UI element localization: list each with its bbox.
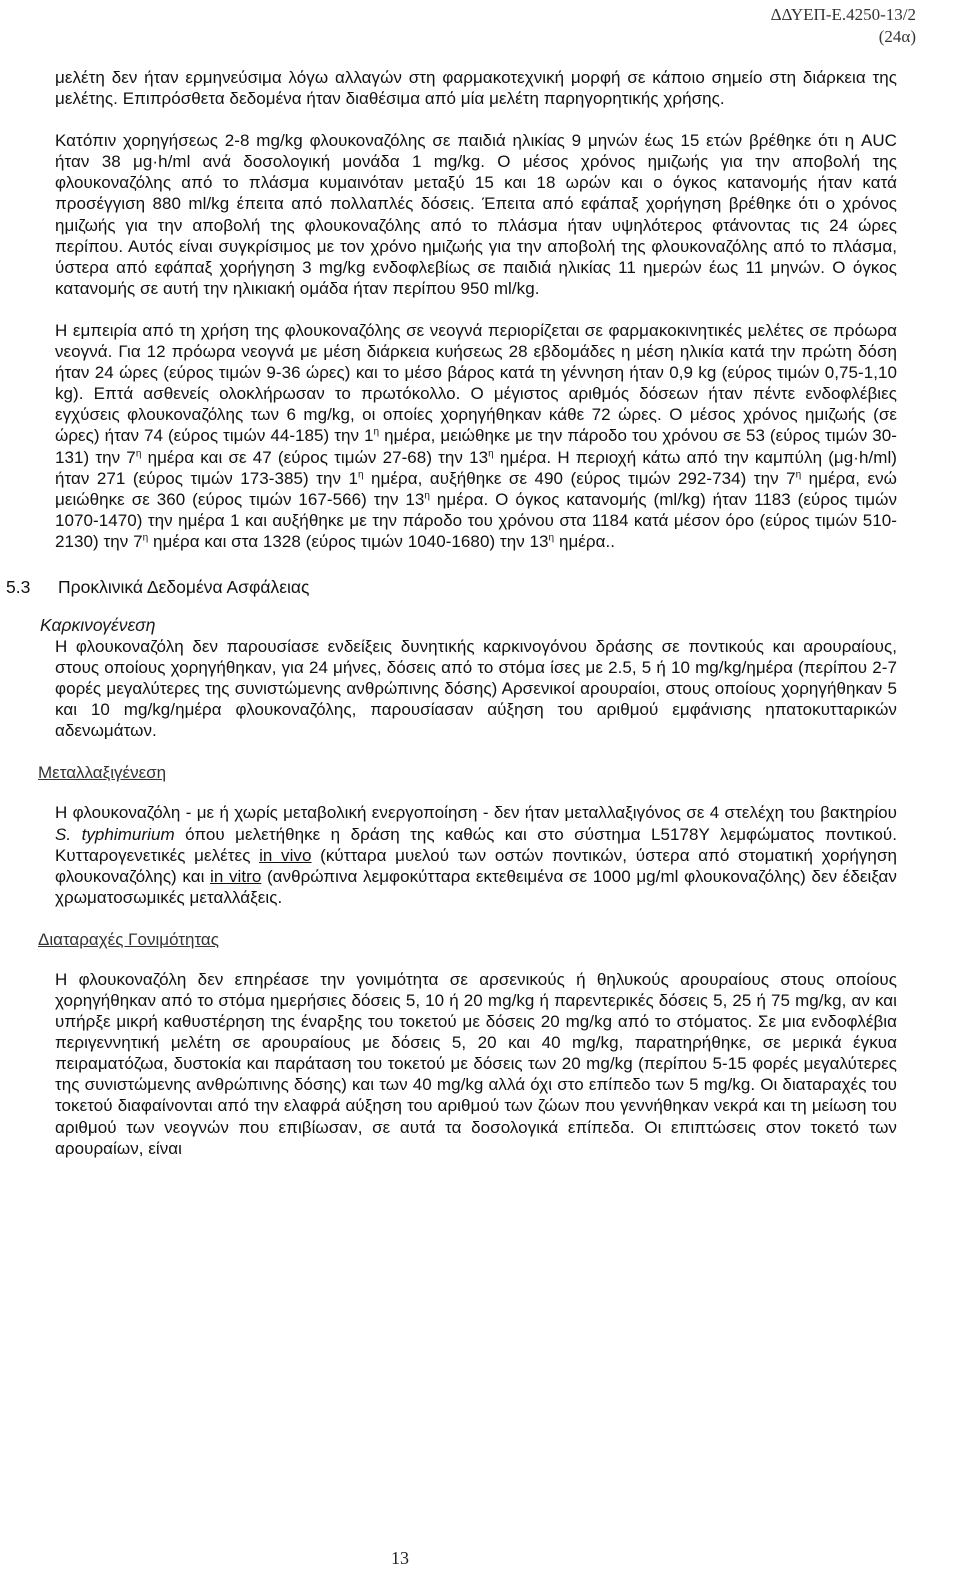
fertility-text: Η φλουκοναζόλη δεν επηρέασε την γονιμότητα σε αρσενικούς ή θηλυκούς αρουραίους στους οποίους χορηγήθηκαν από το στόμα ημερήσιες δόσεις 5, 10 ή 20 mg/kg ή παρεντερικές δόσεις 5, 25 ή 75 mg/kg, αν και υπήρξε μικρή καθυστέρηση της έναρξης του τοκετού με δόσεις 20 mg/kg από το στόματος. Σε μια ενδοφλέβια περιγεννητική μελέτη σε αρουραίους με δόσεις 5, 20 και 40 mg/kg, παρατηρήθηκε, σε μερικά έγκυα πειραματόζωα, δυστοκία και παράταση του τοκετού με δόσεις των 20 mg/kg (περίπου 5-15 φορές μεγαλύτερες της συνιστώμενης ανθρώπινης δόσης) και των 40 mg/kg αλλά όχι στο επίπεδο των 5 mg/kg. Οι διαταραχές του τοκετού διαφαίνονται από την ελαφρά αύξηση του αριθμού των ζώων που γεννήθηκαν νεκρά και τη μείωση του αριθμού των νεογνών που επιβίωσαν, σε αυτά τα δοσολογικά επίπεδα. Οι επιπτώσεις στον τοκετό των αρουραίων, είναι (55, 969, 897, 1158)
paragraph-study-continuation: μελέτη δεν ήταν ερμηνεύσιμα λόγω αλλαγών στη φαρμακοτεχνική μορφή σε κάποιο σημείο στη διάρκεια της μελέτης. Επιπρόσθετα δεδομένα ήταν διαθέσιμα από μία μελέτη παρηγορητικής χρήσης. (55, 68, 897, 109)
document-code (771, 4, 916, 48)
section-title: Προκλινικά Δεδομένα Ασφάλειας (58, 576, 310, 597)
page-number: 13 (391, 1548, 409, 1568)
species-name: S. typhimurium (55, 824, 175, 844)
carcinogenesis-text: Η φλουκοναζόλη δεν παρουσίασε ενδείξεις δυνητικής καρκινογόνου δράσης σε ποντικούς και αρουραίους, στους οποίους χορηγήθηκαν, για 24 μήνες, δόσεις από το στόμα ίσες με 2.5, 5 ή 10 mg/kg/ημέρα (περίπου 2-7 φορές μεγαλύτερες της συνιστώμενης ανθρώπινης δόσης) Αρσενικοί αρουραίοι, στους οποίους χορηγήθηκαν 5 και 10 mg/kg/ημέρα φλουκοναζόλης, παρουσίασαν αύξηση του αριθμού εμφάνισης ηπατοκυτταρικών αδενωμάτων. (55, 636, 897, 741)
page-content (6, 67, 897, 1159)
in-vitro-term: in vitro (210, 866, 262, 886)
document-code-line2: (24α) (878, 27, 916, 46)
fertility-heading: Διαταραχές Γονιμότητας (38, 929, 219, 949)
carcinogenesis-heading: Καρκινογένεση (40, 614, 156, 635)
paragraph-pediatric-pharmacokinetics: Κατόπιν χορηγήσεως 2-8 mg/kg φλουκοναζόλης σε παιδιά ηλικίας 9 μηνών έως 15 ετών βρέθηκε ότι η AUC ήταν 38 μg·h/ml ανά δοσολογική μονάδα 1 mg/kg. Ο μέσος χρόνος ημιζωής για την αποβολή της φλουκοναζόλης από το πλάσμα κυμαινόταν μεταξύ 15 και 18 ωρών και ο όγκος κατανομής ήταν κατά προσέγγιση 880 ml/kg έπειτα από πολλαπλές δόσεις. Έπειτα από εφάπαξ χορήγηση βρέθηκε ότι ο χρόνος ημιζωής για την αποβολή της φλουκοναζόλης από το πλάσμα ήταν υψηλότερος φτάνοντας τις 24 ώρες περίπου. Αυτός είναι συγκρίσιμος με τον χρόνο ημιζωής για την αποβολή της φλουκοναζόλης από το πλάσμα, ύστερα από εφάπαξ χορήγηση 3 mg/kg ενδοφλεβίως σε παιδιά ηλικίας 11 ημερών έως 11 μηνών. Ο όγκος κατανομής σε αυτή την ηλικιακή ομάδα ήταν περίπου 950 ml/kg. (55, 131, 897, 298)
in-vivo-term: in vivo (259, 845, 312, 865)
mutagenesis-heading: Μεταλλαξιγένεση (38, 763, 167, 783)
paragraph-neonates: Η εμπειρία από τη χρήση της φλουκοναζόλης σε νεογνά περιορίζεται σε φαρμακοκινητικές μελέτες σε πρόωρα νεογνά. Για 12 πρόωρα νεογνά με μέση διάρκεια κυήσεως 28 εβδομάδες η μέση ηλικία κατά την πρώτη δόση ήταν 24 ώρες (εύρος τιμών 9-36 ώρες) και το μέσο βάρος κατά τη γέννηση ήταν 0,9 kg (εύρος τιμών 0,75-1,10 kg). Επτά ασθενείς ολοκλήρωσαν το πρωτόκολλο. Ο μέγιστος αριθμός δόσεων ήταν πέντε ενδοφλέβιες εγχύσεις φλουκοναζόλης των 6 mg/kg, οι οποίες χορηγήθηκαν κάθε 72 ώρες. Ο μέσος χρόνος ημιζωής (σε ώρες) ήταν 74 (εύρος τιμών 44-185) την $1^\eta$ ημέρα, μειώθηκε με την πάροδο του χρόνου σε 53 (εύρος τιμών 30-131) την $7^\eta$ ημέρα και σε 47 (εύρος τιμών 27-68) την $13^\eta$ ημέρα. Η περιοχή κάτω από την καμπύλη (μg·h/ml) ήταν 271 (εύρος τιμών 173-385) την $1^\eta$ ημέρα, αυξήθηκε σε 490 (εύρος τιμών 292-734) την $7^\eta$ ημέρα, ενώ μειώθηκε σε 360 (εύρος τιμών 167-566) την $13^\eta$ ημέρα. Ο όγκος κατανομής (ml/kg) ήταν 1183 (εύρος τιμών 1070-1470) την ημέρα 1 και αυξήθηκε με την πάροδο του χρόνου στα 1184 κατά μέσον όρο (εύρος τιμών 510-2130) την $7^\eta$ ημέρα και στα 1328 (εύρος τιμών 1040-1680) την $13^\eta$ ημέρα.. (55, 320, 897, 551)
section-number: 5.3 (6, 576, 31, 597)
document-code-line1: ΔΔΥΕΠ-Ε.4250-13/2 (770, 5, 916, 24)
section-heading (0, 576, 897, 598)
mutagenesis-text: Η φλουκοναζόλη - με ή χωρίς μεταβολική ενεργοποίηση - δεν ήταν μεταλλαξιγόνος σε 4 στελέχη του βακτηρίου S. typhimurium όπου μελετήθηκε η δράση της καθώς και στο σύστημα L5178Y λεμφώματος ποντικού. Κυτταρογενετικές μελέτες in vivo (κύτταρα μυελού των οστών ποντικών, ύστερα από στοματική χορήγηση φλουκοναζόλης) και in vitro (ανθρώπινα λεμφοκύτταρα εκτεθειμένα σε 1000 μg/ml φλουκοναζόλης) δεν έδειξαν χρωματοσωμικές μεταλλάξεις. (55, 803, 897, 907)
